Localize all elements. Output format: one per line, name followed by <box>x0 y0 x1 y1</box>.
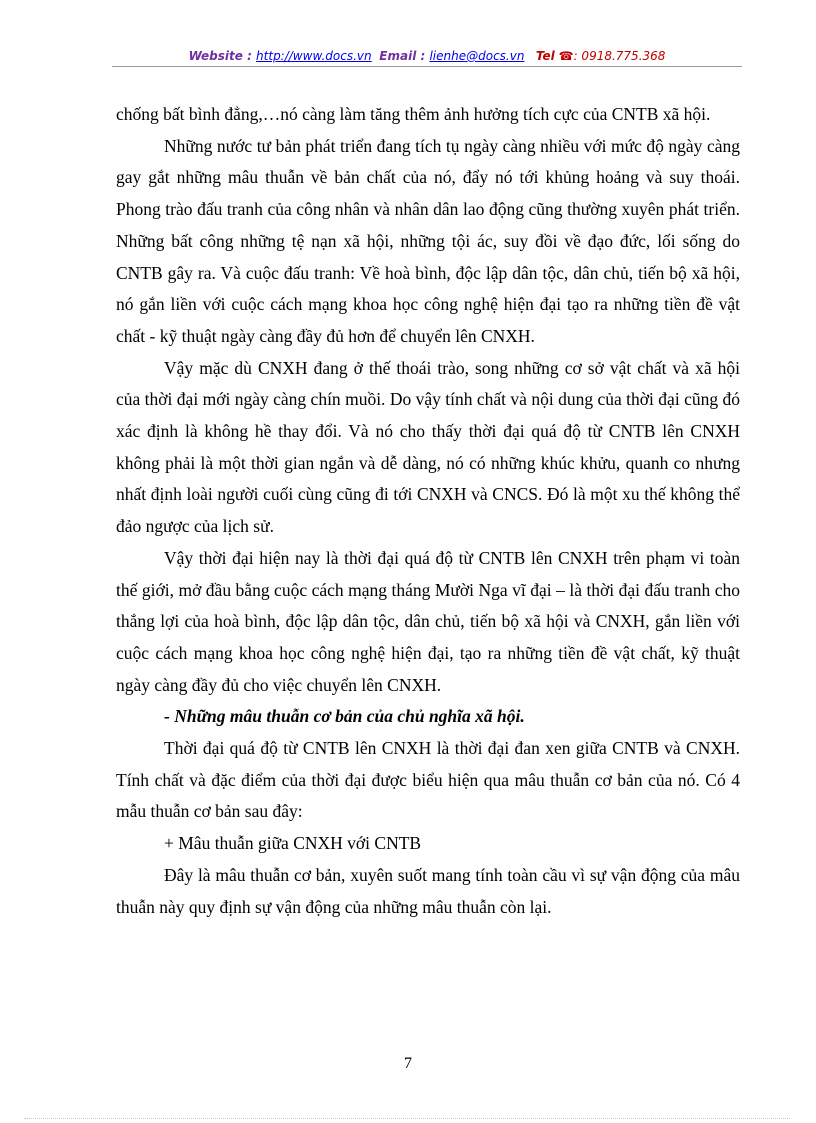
website-link[interactable]: http://www.docs.vn <box>256 49 372 63</box>
tel-label: Tel <box>535 49 555 63</box>
paragraph: Vậy mặc dù CNXH đang ở thế thoái trào, song những cơ sở vật chất và xã hội của thời đại mới ngày càng chín muồi. Do vậy tính chất và nội dung của thời đại cũng đó xác định là không hề thay đổi. Và nó cho thấy thời đại quá độ từ CNTB lên CNXH không phải là một thời gian ngắn và dễ dàng, nó có những khúc khửu, quanh co nhưng nhất định loài người cuối cùng cũng đi tới CNXH và CNCS. Đó là một xu thế không thể đảo ngược của lịch sử. <box>116 357 740 537</box>
website-label: Website <box>188 49 243 63</box>
page-number: 7 <box>404 1055 412 1072</box>
email-link[interactable]: lienhe@docs.vn <box>429 49 525 63</box>
email-separator: : <box>416 49 430 63</box>
body-text <box>116 99 740 923</box>
header-divider <box>112 66 742 67</box>
paragraph: Vậy thời đại hiện nay là thời đại quá độ từ CNTB lên CNXH trên phạm vi toàn thế giới, mở đầu bằng cuộc cách mạng tháng Mười Nga vĩ đại – là thời đại đấu tranh cho thắng lợi của hoà bình, độc lập dân tộc, dân chủ, tiến bộ xã hội và CNXH, gắn liền với cuộc cách mạng khoa học công nghệ hiện đại, tạo ra những tiền đề vật chất, kỹ thuật ngày càng đầy đủ cho việc chuyển lên CNXH. <box>116 547 740 695</box>
page-header <box>112 46 742 66</box>
list-item: + Mâu thuẫn giữa CNXH với CNTB <box>164 833 422 854</box>
paragraph: Thời đại quá độ từ CNTB lên CNXH là thời đại đan xen giữa CNTB và CNXH. Tính chất và đặc điểm của thời đại được biểu hiện qua mâu thuẫn cơ bản của nó. Có 4 mẫu thuẫn cơ bản sau đây: <box>116 738 740 822</box>
paragraph: Những nước tư bản phát triển đang tích tụ ngày càng nhiều với mức độ ngày càng gay gắt những mâu thuẫn về bản chất của nó, đẩy nó tới khủng hoảng và suy thoái. Phong trào đấu tranh của công nhân và nhân dân lao động cũng thường xuyên phát triển. Những bất công những tệ nạn xã hội, những tội ác, suy đồi về đạo đức, lối sống do CNTB gây ra. Và cuộc đấu tranh: Về hoà bình, độc lập dân tộc, dân chủ, tiến bộ xã hội, nó gắn liền với cuộc cách mạng khoa học công nghệ hiện đại tạo ra những tiền đề vật chất - kỹ thuật ngày càng đầy đủ hơn để chuyển lên CNXH. <box>116 135 740 346</box>
email-label: Email <box>379 49 417 63</box>
paragraph-continuation: chống bất bình đẳng,…nó càng làm tăng thêm ảnh hưởng tích cực của CNTB xã hội. <box>116 104 711 124</box>
phone-number: : 0918.775.368 <box>573 49 666 63</box>
phone-icon: ☎ <box>558 49 574 63</box>
website-separator: : <box>242 49 257 63</box>
section-heading: - Những mâu thuẫn cơ bản của chủ nghĩa xã hội. <box>164 706 525 727</box>
page-bottom-border <box>24 1118 790 1119</box>
paragraph: Đây là mâu thuẫn cơ bản, xuyên suốt mang tính toàn cầu vì sự vận động của mâu thuẫn này quy định sự vận động của những mâu thuẫn còn lại. <box>116 864 740 917</box>
